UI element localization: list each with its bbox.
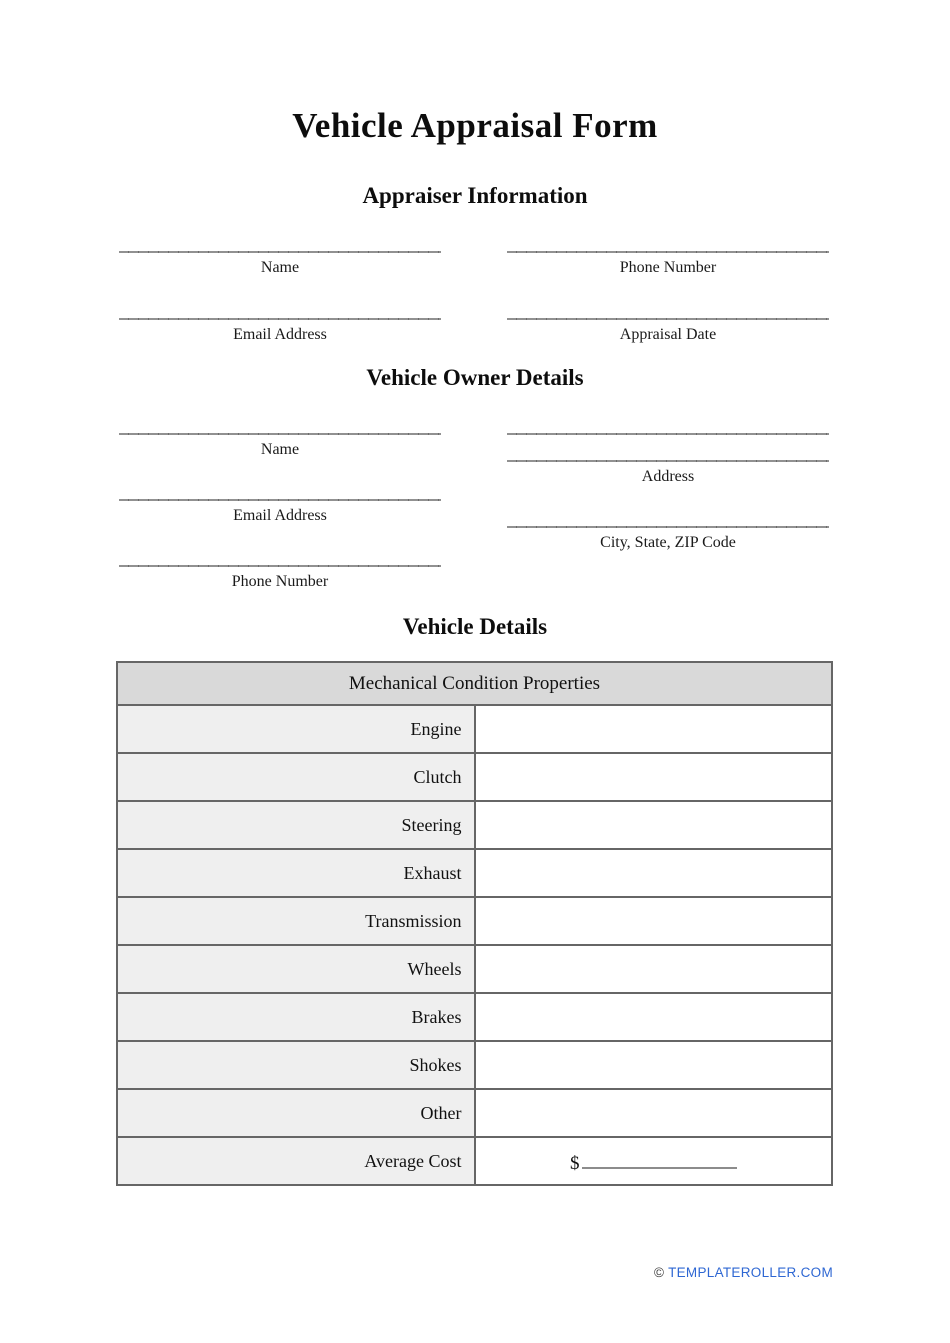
row-label-shokes: Shokes [117, 1041, 475, 1089]
owner-name-input-line[interactable] [119, 433, 441, 435]
section-heading-appraiser: Appraiser Information [362, 183, 588, 208]
row-label-brakes: Brakes [117, 993, 475, 1041]
field-appraiser-name [119, 251, 441, 277]
section-heading-vehicle: Vehicle Details [402, 614, 548, 639]
footer [654, 1265, 833, 1280]
brakes-value-cell[interactable] [475, 993, 833, 1041]
table-row [117, 801, 832, 849]
table-row [117, 705, 832, 753]
shokes-value-cell[interactable] [475, 1041, 833, 1089]
other-value-cell[interactable] [475, 1089, 833, 1137]
currency-symbol: $ [570, 1152, 580, 1174]
field-label: Address [641, 468, 695, 485]
field-label: Phone Number [231, 573, 329, 590]
owner-email-input-line[interactable] [119, 499, 441, 501]
owner-address-input-line-1[interactable] [507, 433, 829, 435]
copyright-symbol: © [654, 1265, 665, 1280]
form-title: Vehicle Appraisal Form [292, 106, 658, 145]
mechanical-condition-table [116, 661, 833, 1186]
row-label-average-cost: Average Cost [117, 1137, 475, 1185]
table-row [117, 1137, 832, 1185]
field-appraisal-date [507, 318, 829, 344]
field-label: Phone Number [619, 259, 717, 276]
appraiser-email-input-line[interactable] [119, 318, 441, 320]
field-owner-email [119, 499, 441, 525]
table-row [117, 945, 832, 993]
row-label-engine: Engine [117, 705, 475, 753]
row-label-exhaust: Exhaust [117, 849, 475, 897]
row-label-clutch: Clutch [117, 753, 475, 801]
owner-phone-input-line[interactable] [119, 565, 441, 567]
owner-city-state-zip-input-line[interactable] [507, 526, 829, 528]
wheels-value-cell[interactable] [475, 945, 833, 993]
table-header-row [117, 662, 832, 705]
table-row [117, 1041, 832, 1089]
steering-value-cell[interactable] [475, 801, 833, 849]
average-cost-value-cell[interactable] [475, 1137, 833, 1185]
average-cost-input-line[interactable] [582, 1148, 737, 1169]
field-label: Appraisal Date [619, 326, 717, 343]
templateroller-link[interactable]: TEMPLATEROLLER.COM [668, 1265, 833, 1280]
field-owner-name [119, 433, 441, 459]
section-heading-owner: Vehicle Owner Details [366, 365, 584, 390]
appraiser-fields [119, 251, 829, 344]
field-label: Email Address [233, 507, 327, 524]
field-label: Email Address [233, 326, 327, 343]
field-owner-city-state-zip [507, 526, 829, 552]
table-row [117, 993, 832, 1041]
owner-address-input-line-2[interactable] [507, 460, 829, 462]
field-owner-phone [119, 565, 441, 591]
engine-value-cell[interactable] [475, 705, 833, 753]
field-owner-address [507, 433, 829, 486]
table-row [117, 897, 832, 945]
field-label: Name [260, 259, 300, 276]
row-label-other: Other [117, 1089, 475, 1137]
owner-left-column [119, 433, 441, 591]
field-label: City, State, ZIP Code [600, 534, 736, 551]
table-header: Mechanical Condition Properties [117, 662, 832, 705]
exhaust-value-cell[interactable] [475, 849, 833, 897]
row-label-transmission: Transmission [117, 897, 475, 945]
table-row [117, 849, 832, 897]
clutch-value-cell[interactable] [475, 753, 833, 801]
appraisal-date-input-line[interactable] [507, 318, 829, 320]
transmission-value-cell[interactable] [475, 897, 833, 945]
table-row [117, 1089, 832, 1137]
row-label-steering: Steering [117, 801, 475, 849]
appraiser-name-input-line[interactable] [119, 251, 441, 253]
owner-fields [119, 433, 829, 591]
field-label: Name [260, 441, 300, 458]
row-label-wheels: Wheels [117, 945, 475, 993]
table-row [117, 753, 832, 801]
appraiser-phone-input-line[interactable] [507, 251, 829, 253]
field-appraiser-email [119, 318, 441, 344]
owner-right-column [507, 433, 829, 591]
field-appraiser-phone [507, 251, 829, 277]
